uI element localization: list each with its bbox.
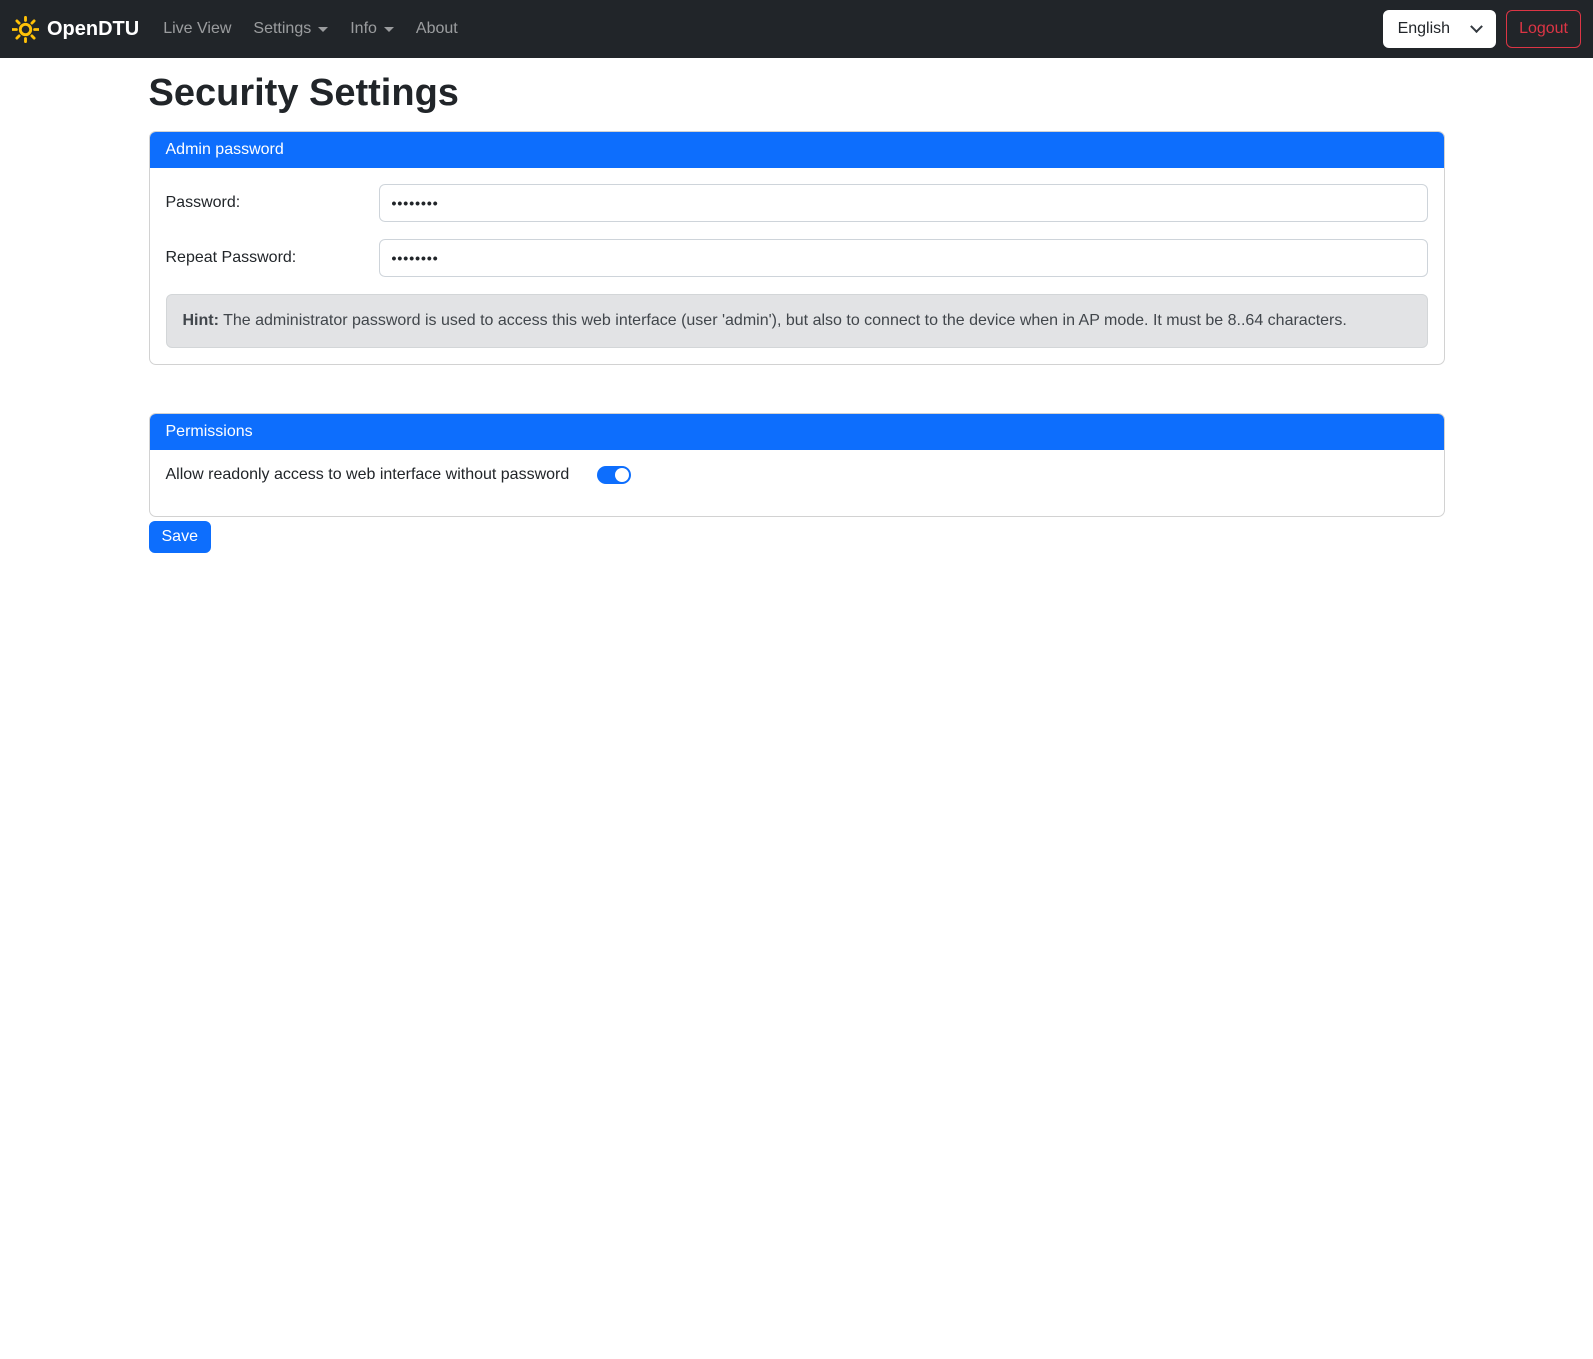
toggle-knob bbox=[615, 468, 629, 482]
nav-item-info-label: Info bbox=[350, 20, 377, 37]
permissions-card-header: Permissions bbox=[150, 414, 1444, 450]
admin-password-card-body bbox=[150, 168, 1444, 364]
main-content bbox=[137, 71, 1457, 553]
nav-item-live-view[interactable] bbox=[155, 12, 239, 46]
password-label: Password: bbox=[165, 193, 241, 211]
language-select-value: English bbox=[1397, 20, 1451, 37]
language-select[interactable] bbox=[1383, 10, 1496, 48]
repeat-password-label: Repeat Password: bbox=[165, 248, 297, 266]
save-button[interactable]: Save bbox=[149, 521, 211, 553]
hint-text: The administrator password is used to access this web interface (user 'admin'), but also to connect to the device when in AP mode. It must be 8..64 characters. bbox=[218, 311, 1347, 329]
repeat-password-input[interactable] bbox=[379, 239, 1428, 277]
readonly-access-row bbox=[166, 466, 1428, 484]
permissions-card bbox=[149, 413, 1445, 517]
admin-password-card bbox=[149, 131, 1445, 365]
nav-item-settings[interactable] bbox=[245, 12, 336, 46]
top-navbar bbox=[0, 0, 1593, 58]
chevron-down-icon bbox=[1470, 20, 1483, 33]
repeat-password-row bbox=[166, 239, 1428, 277]
chevron-down-icon bbox=[318, 27, 328, 32]
nav-item-about-label: About bbox=[415, 20, 458, 37]
brand-label: OpenDTU bbox=[47, 17, 140, 40]
nav-item-info[interactable] bbox=[342, 12, 402, 46]
chevron-down-icon bbox=[384, 27, 394, 32]
password-input[interactable] bbox=[379, 184, 1428, 222]
readonly-access-toggle[interactable] bbox=[597, 466, 631, 484]
nav-item-about[interactable] bbox=[408, 12, 466, 46]
admin-password-card-header: Admin password bbox=[150, 132, 1444, 168]
page-title: Security Settings bbox=[148, 72, 459, 114]
nav-item-settings-label: Settings bbox=[253, 20, 312, 37]
nav-item-live-view-label: Live View bbox=[163, 20, 232, 37]
password-row bbox=[166, 184, 1428, 222]
permissions-card-body bbox=[150, 450, 1444, 516]
readonly-access-label: Allow readonly access to web interface without password bbox=[165, 465, 570, 483]
brand[interactable] bbox=[12, 16, 139, 43]
sun-icon bbox=[12, 16, 39, 43]
navbar-right bbox=[1383, 10, 1581, 48]
hint-label: Hint: bbox=[182, 311, 219, 329]
logout-button[interactable]: Logout bbox=[1506, 10, 1581, 48]
nav-links bbox=[155, 12, 1382, 46]
password-hint-alert bbox=[166, 294, 1428, 348]
